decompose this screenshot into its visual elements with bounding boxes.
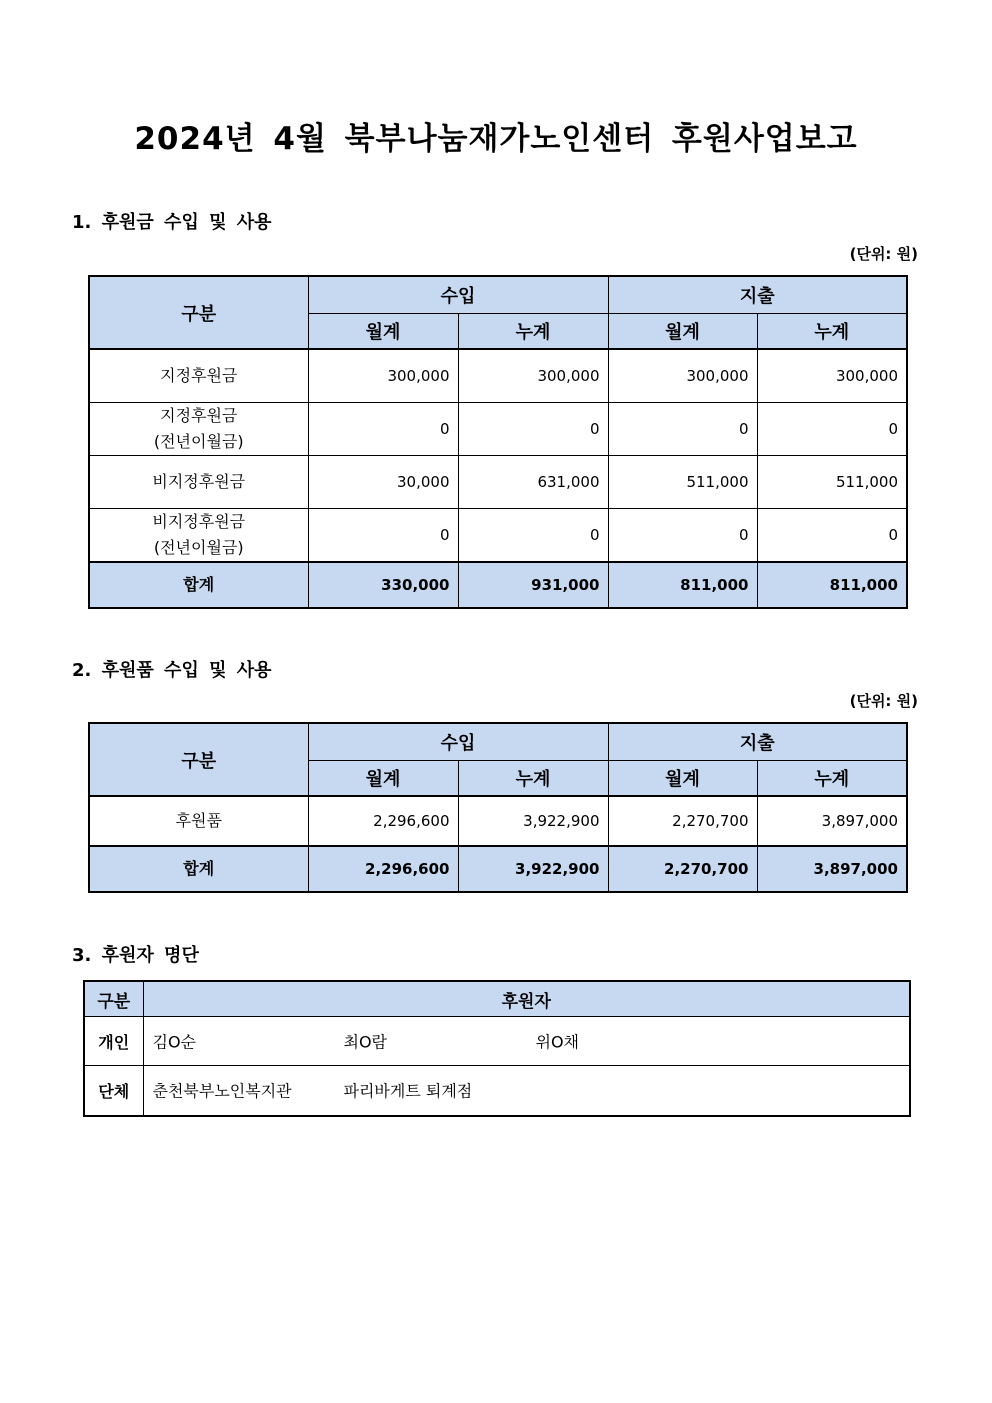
header-income-monthly: 월계	[308, 760, 458, 796]
header-expense: 지출	[608, 723, 907, 760]
header-income-cumulative: 누계	[458, 313, 608, 349]
row-label: 비지정후원금	[89, 455, 308, 508]
cell-value: 511,000	[608, 455, 757, 508]
table-row	[89, 455, 907, 508]
page-title: 2024년 4월 북부나눔재가노인센터 후원사업보고	[134, 121, 858, 157]
total-label: 합계	[89, 562, 308, 608]
cell-value: 2,296,600	[308, 796, 458, 846]
cell-value: 0	[757, 402, 907, 455]
header-category: 구분	[89, 723, 308, 796]
donor-row-individual	[84, 1017, 910, 1066]
donor-name: 위O채	[535, 1032, 580, 1052]
cell-value: 0	[608, 508, 757, 562]
table-row	[89, 508, 907, 562]
cell-value: 511,000	[757, 455, 907, 508]
cell-value: 0	[308, 508, 458, 562]
header-category: 구분	[84, 981, 143, 1017]
total-value: 931,000	[458, 562, 608, 608]
donor-name: 파리바게트 퇴계점	[343, 1081, 473, 1101]
section3-heading: 3. 후원자 명단	[72, 945, 199, 966]
total-value: 330,000	[308, 562, 458, 608]
donor-row-group	[84, 1066, 910, 1116]
section2-heading: 2. 후원품 수입 및 사용	[72, 660, 272, 681]
header-expense-monthly: 월계	[608, 313, 757, 349]
donor-name: 최O람	[343, 1032, 388, 1052]
cell-value: 0	[757, 508, 907, 562]
cell-value: 2,270,700	[608, 796, 757, 846]
group-label: 단체	[84, 1066, 143, 1116]
header-expense-cumulative: 누계	[757, 313, 907, 349]
section2-unit: (단위: 원)	[849, 692, 918, 710]
cell-value: 3,897,000	[757, 796, 907, 846]
header-expense: 지출	[608, 276, 907, 313]
cell-value: 300,000	[458, 349, 608, 402]
header-category: 구분	[89, 276, 308, 349]
donation-money-table	[88, 275, 908, 609]
header-income: 수입	[308, 723, 608, 760]
total-label: 합계	[89, 846, 308, 892]
section1-unit: (단위: 원)	[849, 245, 918, 263]
total-row	[89, 846, 907, 892]
header-income: 수입	[308, 276, 608, 313]
cell-value: 0	[458, 402, 608, 455]
cell-value: 300,000	[757, 349, 907, 402]
total-value: 2,296,600	[308, 846, 458, 892]
individual-label: 개인	[84, 1017, 143, 1066]
cell-value: 3,922,900	[458, 796, 608, 846]
cell-value: 300,000	[308, 349, 458, 402]
total-value: 811,000	[757, 562, 907, 608]
cell-value: 0	[458, 508, 608, 562]
header-donors: 후원자	[143, 981, 910, 1017]
header-income-cumulative: 누계	[458, 760, 608, 796]
table-row	[89, 796, 907, 846]
donor-list-table	[83, 980, 911, 1117]
section1-heading: 1. 후원금 수입 및 사용	[72, 212, 272, 233]
donor-name: 춘천북부노인복지관	[152, 1081, 292, 1101]
row-label: 비지정후원금 (전년이월금)	[89, 508, 308, 562]
total-value: 2,270,700	[608, 846, 757, 892]
total-value: 3,922,900	[458, 846, 608, 892]
total-value: 3,897,000	[757, 846, 907, 892]
cell-value: 300,000	[608, 349, 757, 402]
table-row	[89, 349, 907, 402]
cell-value: 631,000	[458, 455, 608, 508]
donation-goods-table	[88, 722, 908, 893]
total-value: 811,000	[608, 562, 757, 608]
table-row	[89, 402, 907, 455]
header-expense-cumulative: 누계	[757, 760, 907, 796]
group-names	[143, 1066, 910, 1116]
row-label: 지정후원금 (전년이월금)	[89, 402, 308, 455]
individual-names	[143, 1017, 910, 1066]
total-row	[89, 562, 907, 608]
row-label: 지정후원금	[89, 349, 308, 402]
cell-value: 0	[608, 402, 757, 455]
cell-value: 30,000	[308, 455, 458, 508]
row-label: 후원품	[89, 796, 308, 846]
header-expense-monthly: 월계	[608, 760, 757, 796]
donor-name: 김O순	[152, 1032, 197, 1052]
header-income-monthly: 월계	[308, 313, 458, 349]
cell-value: 0	[308, 402, 458, 455]
